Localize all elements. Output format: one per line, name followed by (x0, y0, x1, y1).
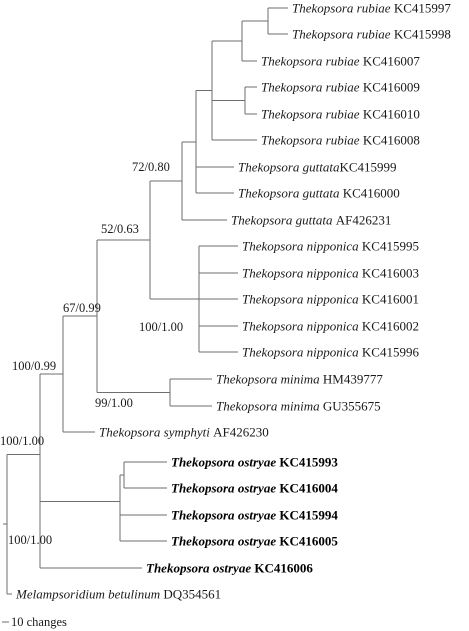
taxon-label: Thekopsora rubiae KC416010 (261, 106, 420, 122)
taxon-label: Thekopsora minima GU355675 (216, 398, 381, 414)
support-values (0, 160, 183, 547)
support-value: 72/0.80 (132, 160, 170, 174)
scale-bar (2, 615, 67, 629)
scale-bar-label: 10 changes (11, 615, 67, 629)
taxon-label: Melampsoridium betulinum DQ354561 (16, 586, 222, 602)
taxon-label: Thekopsora rubiae KC416007 (261, 53, 420, 69)
support-value: 52/0.63 (101, 222, 139, 236)
taxon-label: Thekopsora rubiae KC416009 (261, 79, 420, 95)
taxon-label: Thekopsora guttataKC415999 (238, 159, 397, 175)
taxon-label: Thekopsora nipponica KC415995 (242, 238, 419, 254)
taxon-label: Thekopsora minima HM439777 (216, 371, 383, 387)
taxon-label: Thekopsora ostryae KC416004 (171, 480, 338, 496)
taxon-label: Thekopsora nipponica KC416001 (242, 291, 419, 307)
taxon-label: Thekopsora rubiae KC415998 (292, 26, 451, 42)
support-value: 99/1.00 (95, 396, 133, 410)
taxon-label: Thekopsora guttata KC416000 (238, 185, 400, 201)
taxon-label: Thekopsora ostryae KC416006 (146, 560, 313, 576)
support-value: 67/0.99 (63, 301, 101, 315)
support-value: 100/1.00 (139, 320, 184, 334)
taxon-label: Thekopsora ostryae KC415994 (171, 507, 338, 523)
taxon-label: Thekopsora rubiae KC416008 (261, 132, 420, 148)
support-value: 100/1.00 (0, 434, 45, 448)
taxon-label: Thekopsora guttata AF426231 (231, 212, 392, 228)
taxon-label: Thekopsora nipponica KC416003 (242, 265, 419, 281)
support-value: 100/1.00 (8, 533, 53, 547)
taxon-label: Thekopsora symphyti AF426230 (99, 424, 269, 440)
taxon-label: Thekopsora ostryae KC416005 (171, 533, 338, 549)
taxon-label: Thekopsora nipponica KC415996 (242, 344, 419, 360)
taxon-label: Thekopsora ostryae KC415993 (171, 454, 338, 470)
support-value: 100/0.99 (12, 359, 57, 373)
taxon-label: Thekopsora rubiae KC415997 (292, 0, 451, 16)
taxon-label: Thekopsora nipponica KC416002 (242, 318, 419, 334)
